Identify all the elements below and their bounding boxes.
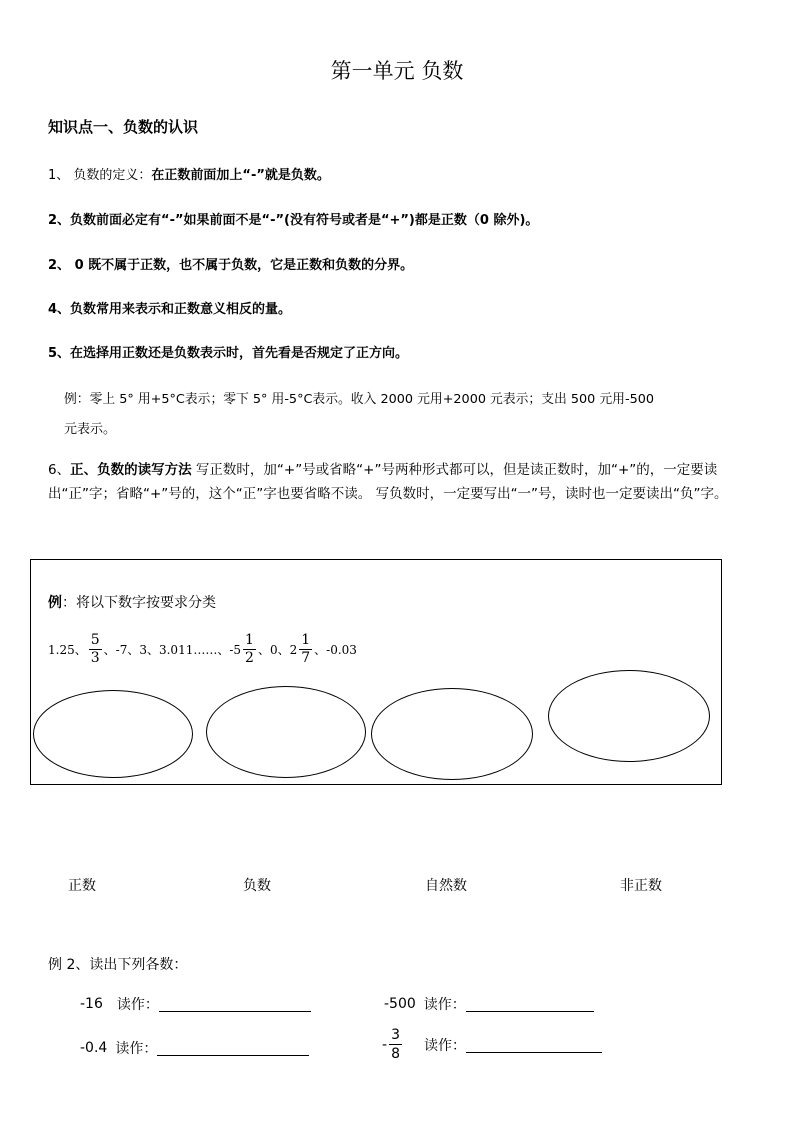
point-1: [48, 164, 330, 183]
read-label: 读作：: [115, 1041, 158, 1057]
read-item-3: [80, 1038, 309, 1058]
fraction-denominator: 3: [90, 650, 100, 666]
example-2-heading: 例 2、读出下列各数：: [48, 957, 188, 973]
answer-blank[interactable]: [466, 996, 594, 1012]
section-heading: 知识点一、负数的认识: [48, 118, 199, 136]
category-positive: 正数: [68, 878, 96, 894]
point-2: [48, 209, 538, 228]
answer-blank[interactable]: [159, 996, 311, 1012]
point-3: [48, 254, 413, 273]
point-6-text: 写正数时，加“+”号或省略“+”号两种形式都可以，但是读正数时，加“+”的，一定要读出“正”字；省略“+”号的，这个“正”字也要省略不读。 写负数时，一定要写出“一”号，读时也一定要读出“负”字。: [48, 462, 728, 502]
point-1-number: 1、: [48, 168, 70, 183]
point-1-plain: 负数的定义：: [69, 168, 152, 183]
fraction-numerator: 3: [391, 1027, 400, 1043]
read-number: -500: [384, 996, 416, 1012]
read-label: 读作：: [423, 997, 466, 1013]
read-label: 读作：: [116, 997, 159, 1013]
number-text-4: 、-0.03: [314, 643, 357, 657]
box-label: [48, 592, 216, 612]
read-sign: -: [382, 1036, 388, 1053]
fraction-numerator: 1: [301, 632, 311, 648]
number-text-2: 、-7、3、3.011……、-5: [103, 643, 242, 657]
point-2-text: 负数前面必定有“-”如果前面不是“-”(没有符号或者是“+”)都是正数（0 除外)。: [70, 213, 539, 228]
page-title: 第一单元 负数: [330, 59, 464, 83]
point-2-number: 2、: [48, 213, 71, 228]
fraction-5-3: [89, 632, 102, 667]
example-line-2: 元表示。: [64, 422, 117, 437]
fraction-numerator: 5: [90, 632, 100, 648]
example-line-1: 例：零上 5° 用+5°C表示；零下 5° 用-5°C表示。收入 2000 元用+2000 元表示；支出 500 元用-500: [64, 392, 655, 407]
point-1-bold: 在正数前面加上“-”就是负数。: [151, 168, 330, 183]
number-text-3: 、0、2: [257, 643, 298, 657]
read-item-4: [382, 1026, 602, 1063]
fraction-denominator: 8: [391, 1046, 400, 1062]
fraction-denominator: 2: [245, 650, 254, 666]
point-4-number: 4、: [48, 302, 71, 317]
point-3-number: 2、: [48, 258, 71, 273]
read-number: -16: [80, 996, 103, 1012]
fraction-1-2: [243, 632, 256, 667]
box-label-rest: ：将以下数字按要求分类: [62, 595, 216, 611]
answer-ellipse-natural[interactable]: [371, 688, 533, 780]
point-4-text: 负数常用来表示和正数意义相反的量。: [70, 302, 292, 317]
point-5-number: 5、: [48, 346, 71, 361]
classification-box: [30, 559, 722, 785]
point-6-bold: 正、负数的读写方法: [70, 462, 192, 478]
read-label: 读作：: [423, 1037, 466, 1054]
point-5: [48, 342, 408, 361]
point-6-number: 6、: [48, 462, 71, 478]
answer-ellipse-negative[interactable]: [206, 686, 366, 778]
answer-ellipse-nonpositive[interactable]: [548, 670, 710, 762]
fraction-3-8: [389, 1026, 402, 1063]
fraction-1-7: [299, 632, 312, 667]
category-negative: 负数: [243, 878, 271, 894]
number-list: [48, 632, 357, 667]
number-text-1: 1.25、: [48, 643, 87, 657]
read-number: -0.4: [80, 1040, 108, 1056]
point-4: [48, 298, 291, 317]
read-item-2: [384, 994, 594, 1014]
box-label-bold: 例: [48, 595, 62, 611]
fraction-denominator: 7: [301, 650, 311, 666]
read-item-1: [80, 994, 311, 1014]
point-5-text: 在选择用正数还是负数表示时，首先看是否规定了正方向。: [70, 346, 409, 361]
answer-blank[interactable]: [157, 1040, 309, 1056]
category-natural: 自然数: [425, 878, 467, 894]
fraction-numerator: 1: [245, 632, 254, 648]
point-3-text: 0 既不属于正数，也不属于负数，它是正数和负数的分界。: [70, 258, 414, 273]
category-nonpositive: 非正数: [620, 878, 662, 894]
answer-ellipse-positive[interactable]: [33, 690, 193, 778]
point-6: [48, 458, 748, 506]
answer-blank[interactable]: [466, 1037, 602, 1053]
